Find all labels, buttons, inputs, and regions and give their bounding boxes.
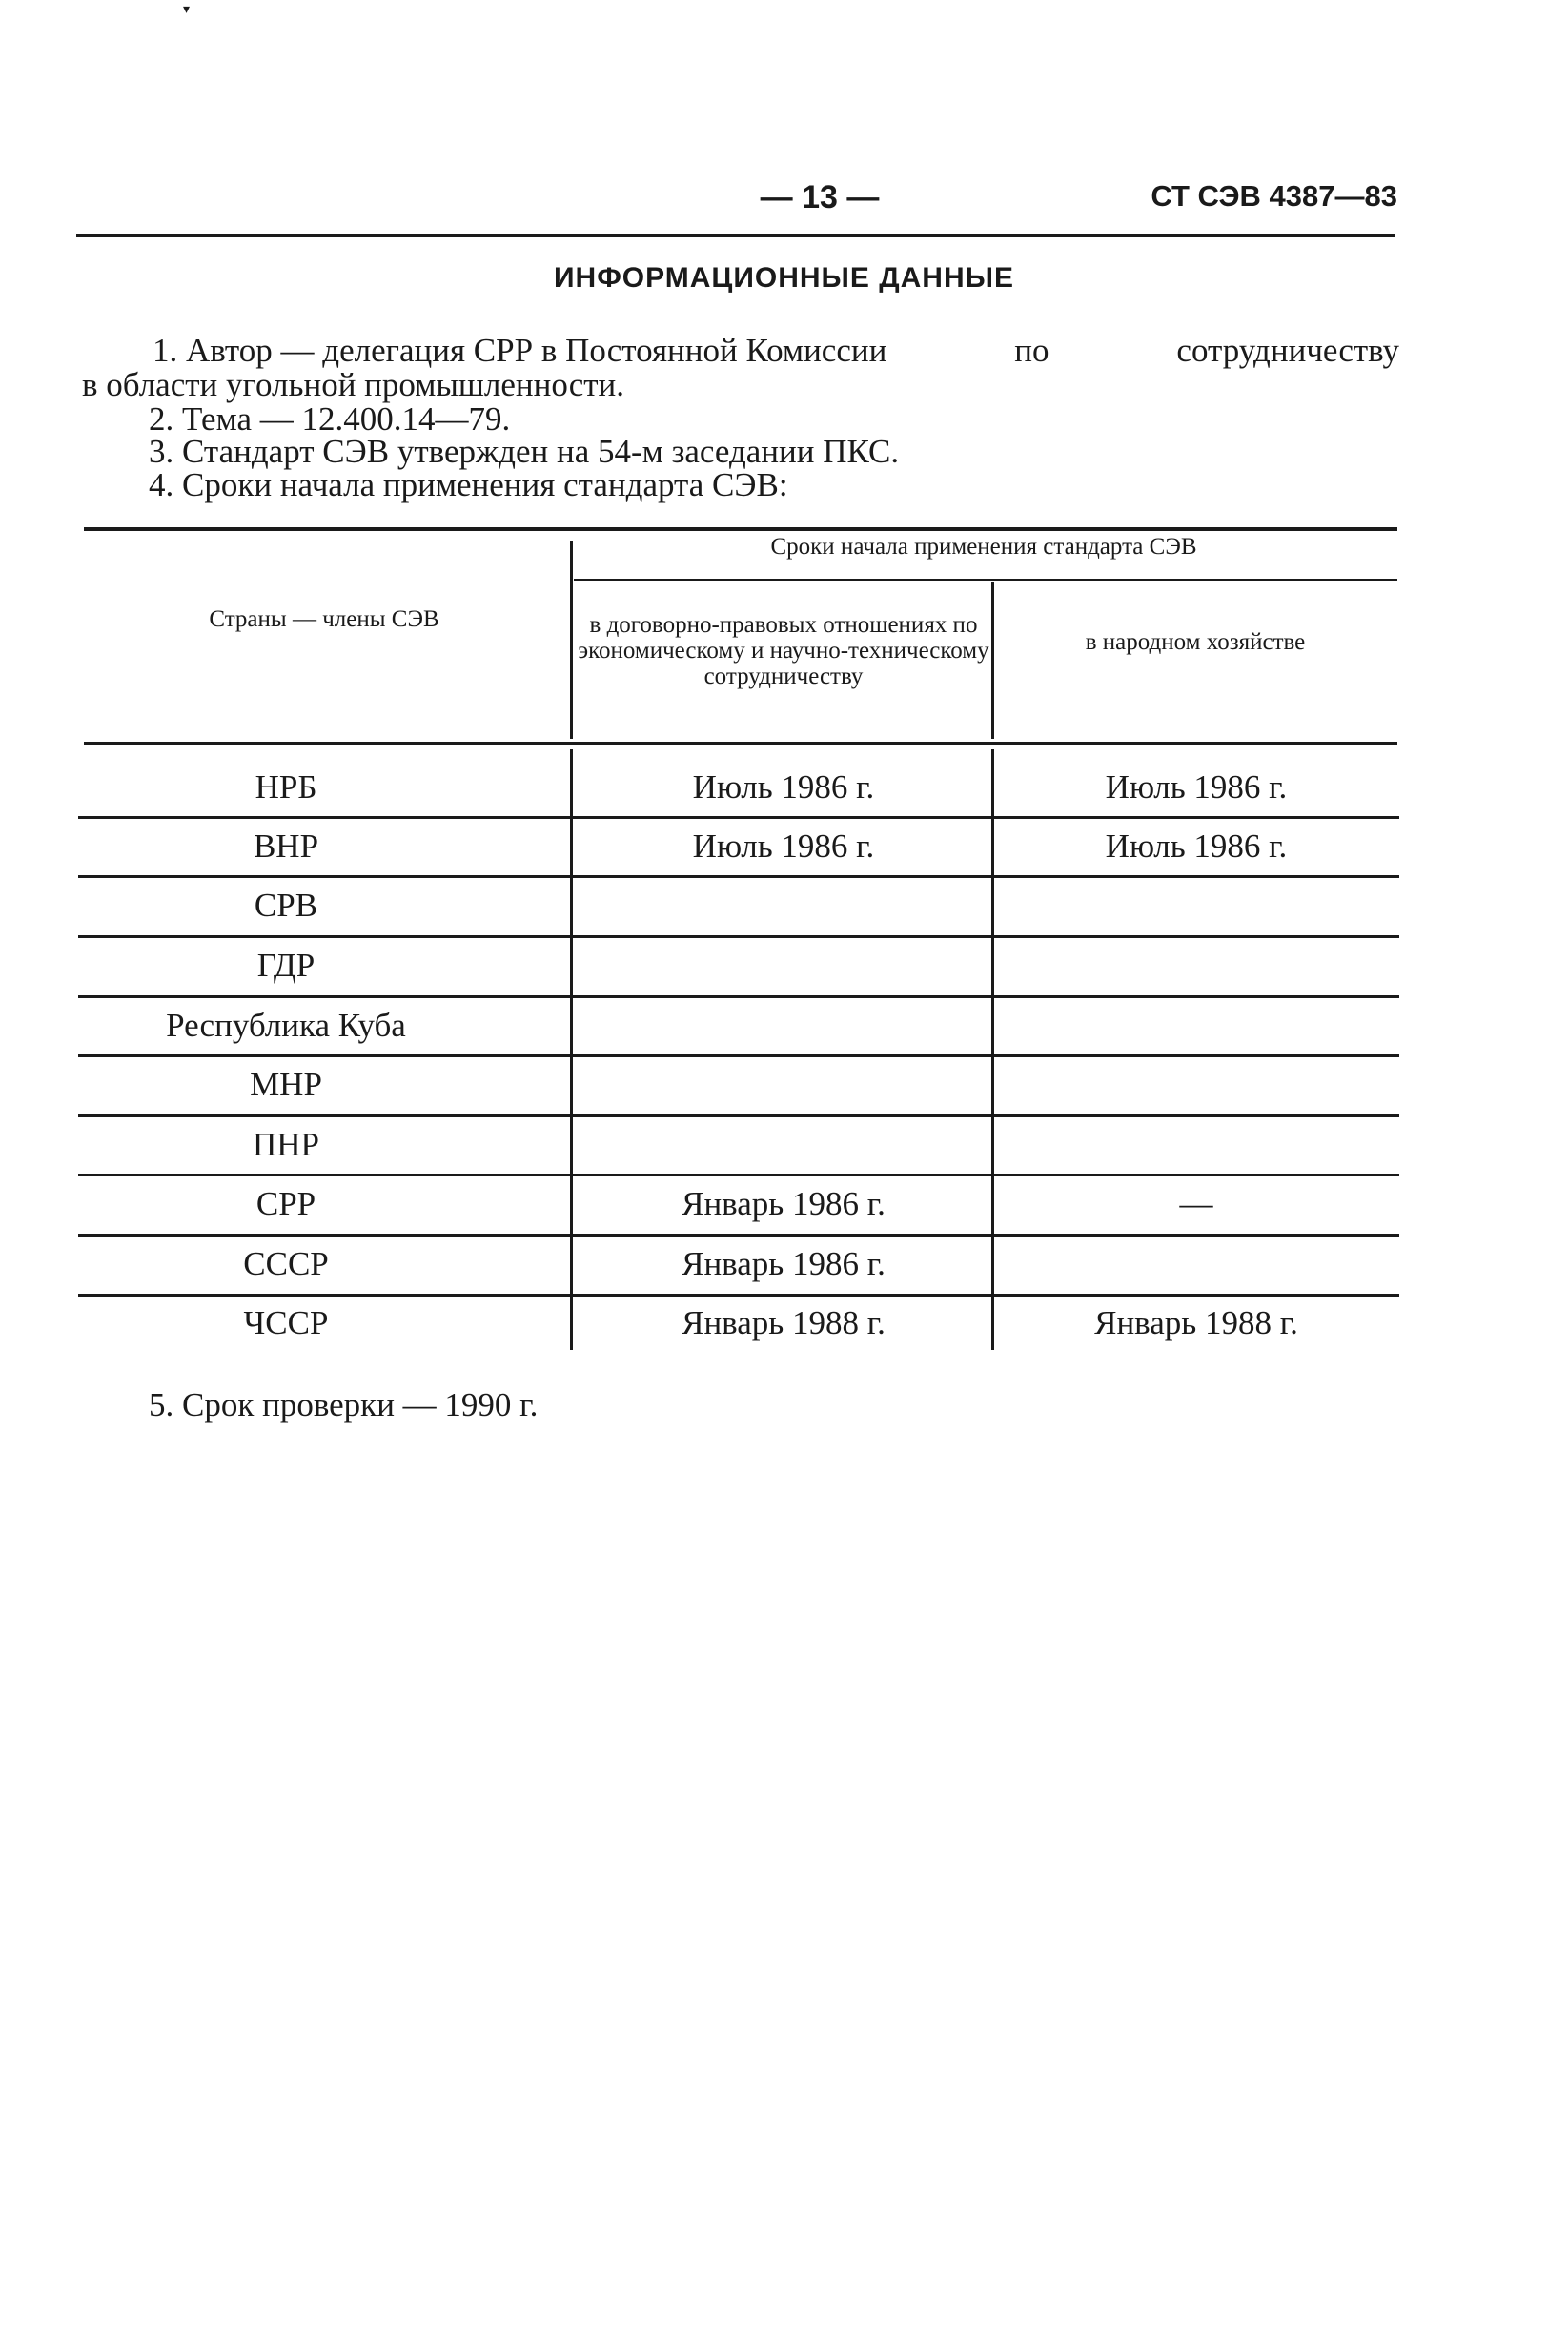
row-contractual-date: Июль 1986 г. [692, 768, 875, 806]
row-contractual-date: Июль 1986 г. [692, 828, 875, 865]
info-item-4: 4. Сроки начала применения стандарта СЭВ: [149, 466, 788, 503]
row-country: Республика Куба [166, 1007, 406, 1044]
row-rule [78, 995, 1399, 998]
row-rule [78, 935, 1399, 938]
table-top-rule [84, 527, 1397, 531]
row-country: ГДР [256, 947, 316, 984]
row-national-date: Июль 1986 г. [1105, 828, 1288, 865]
row-country: СРВ [254, 887, 318, 924]
table-divider-country [570, 541, 573, 739]
table-divider-columns [991, 582, 994, 739]
row-national-date: Июль 1986 г. [1105, 768, 1288, 806]
header-countries: Страны — члены СЭВ [209, 606, 439, 632]
row-country: ПНР [252, 1126, 320, 1163]
info-item-5: 5. Срок проверки — 1990 г. [149, 1386, 539, 1423]
standard-code: СТ СЭВ 4387—83 [1151, 179, 1397, 213]
table-body-divider-columns [991, 749, 994, 1350]
row-national-date: Январь 1988 г. [1094, 1304, 1298, 1341]
info-item-3: 3. Стандарт СЭВ утвержден на 54-м заседании ПКС. [149, 433, 900, 470]
row-rule [78, 875, 1399, 878]
header-rule [76, 234, 1395, 237]
row-country: СРР [255, 1185, 316, 1222]
header-contractual: в договорно-правовых отношениях по экономическому и научно-техническому сотрудничеству [578, 612, 989, 689]
row-country: ВНР [253, 828, 319, 865]
header-national-economy: в народном хозяйстве [1085, 629, 1306, 655]
info-item-1-part-c: сотрудничеству [1176, 332, 1399, 369]
header-group: Сроки начала применения стандарта СЭВ [770, 534, 1197, 560]
row-national-date: — [1179, 1185, 1213, 1222]
info-item-1-continuation: в области угольной промышленности. [82, 366, 625, 403]
info-item-1-part-a: 1. Автор — делегация СРР в Постоянной Комиссии [153, 332, 887, 369]
row-contractual-date: Январь 1986 г. [682, 1245, 886, 1282]
row-country: СССР [243, 1245, 329, 1282]
row-country: МНР [250, 1066, 322, 1103]
row-rule [78, 1174, 1399, 1176]
row-country: ЧССР [243, 1304, 329, 1341]
table-body-divider-country [570, 749, 573, 1350]
row-country: НРБ [255, 768, 317, 806]
page-header [76, 179, 1397, 217]
row-rule [78, 1234, 1399, 1237]
info-item-2: 2. Тема — 12.400.14—79. [149, 400, 511, 438]
row-rule [78, 816, 1399, 819]
info-item-1-part-b: по [1014, 332, 1049, 369]
row-contractual-date: Январь 1986 г. [682, 1185, 886, 1222]
table-header-bottom-rule [84, 742, 1397, 745]
table-group-rule [574, 579, 1397, 581]
row-rule [78, 1054, 1399, 1057]
row-rule [78, 1294, 1399, 1297]
section-title: ИНФОРМАЦИОННЫЕ ДАННЫЕ [553, 262, 1015, 294]
scan-mark: ▾ [183, 3, 191, 17]
row-contractual-date: Январь 1988 г. [682, 1304, 886, 1341]
page-number: — 13 — [760, 179, 880, 215]
info-item-1 [153, 334, 1399, 368]
row-rule [78, 1114, 1399, 1117]
